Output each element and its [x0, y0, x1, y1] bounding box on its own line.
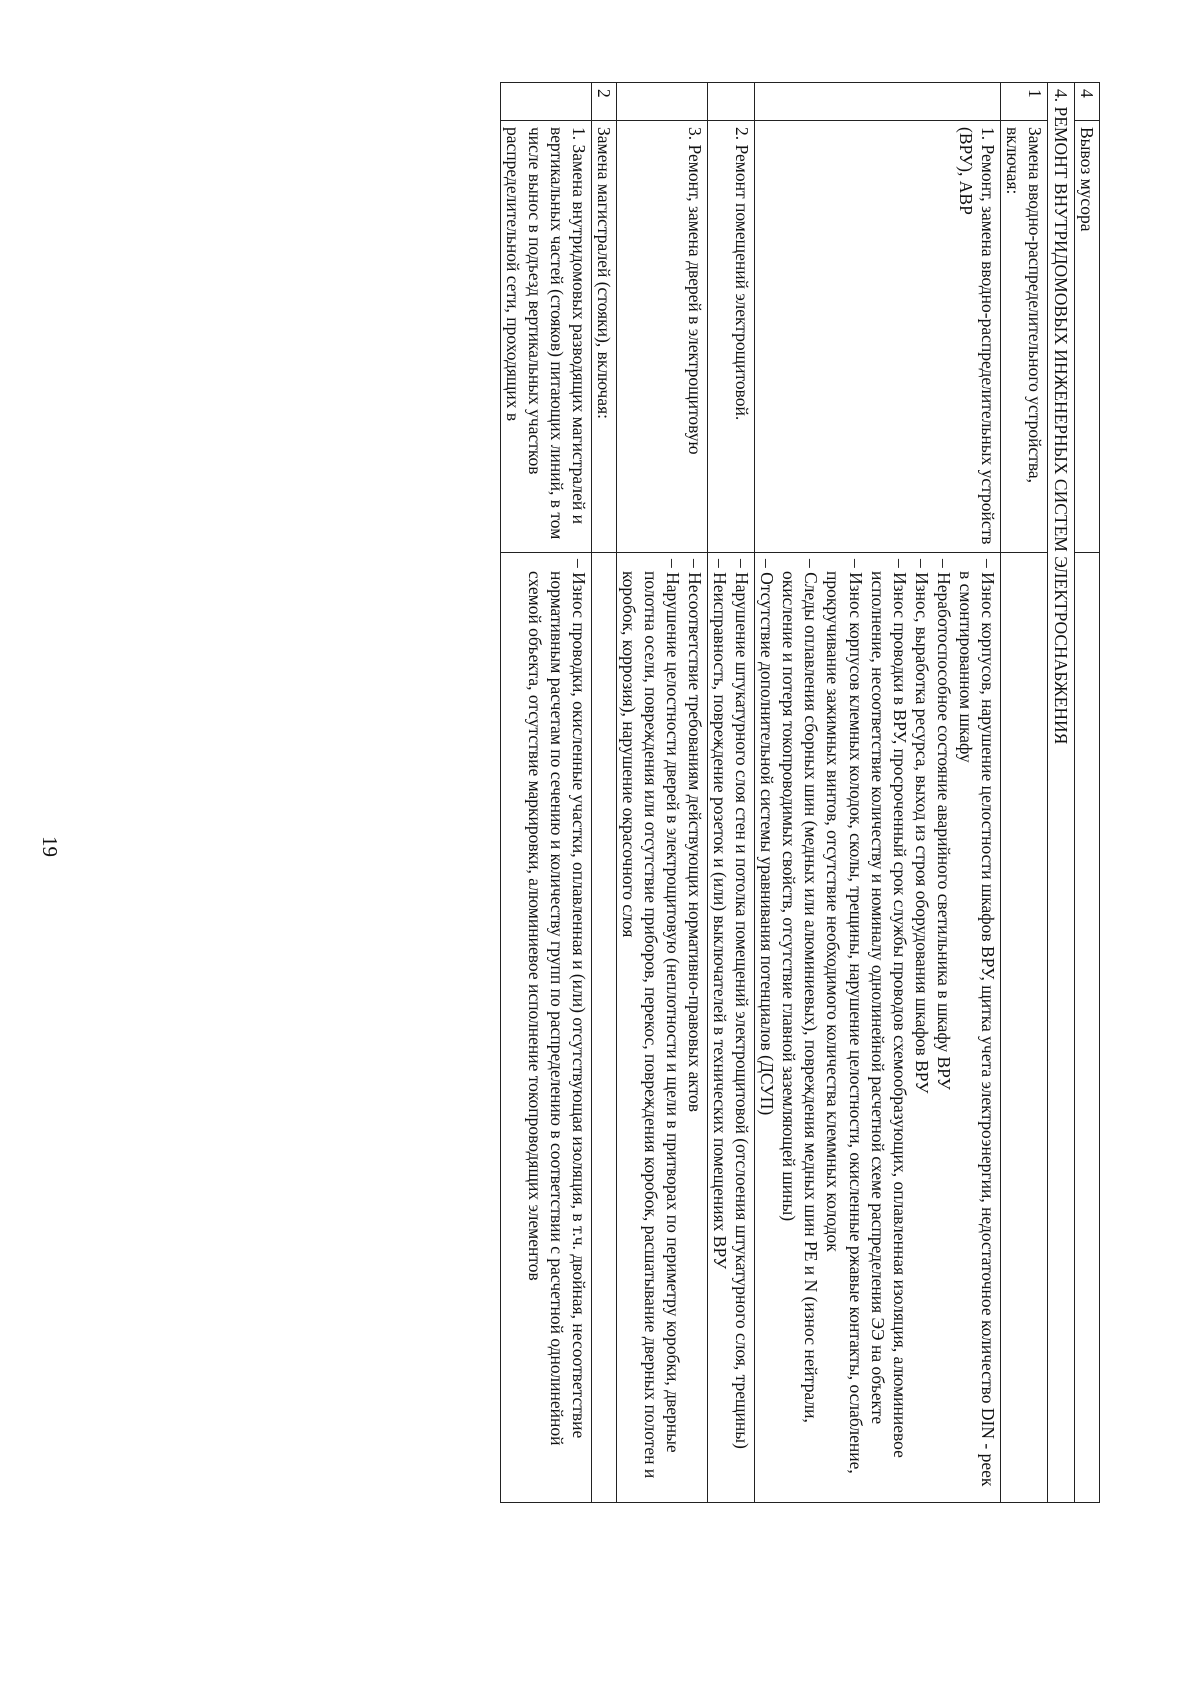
- repair-works-table: [500, 82, 1100, 1503]
- defect-item: – Износ корпусов клемных колодок, сколы, трещины, нарушение целостности, окисленные ржавые контакты, ослабление, прокручивание зажимных винтов, отсутствие необходимого количества клеммных колодок: [822, 559, 866, 1496]
- row-number: [500, 83, 591, 121]
- defect-item: – Неисправность, повреждение розеток и (или) выключателей в технических помещениях ВРУ: [709, 559, 731, 1496]
- table-row: [1074, 83, 1099, 1503]
- row-number: [708, 83, 755, 121]
- defects-cell: [617, 553, 708, 1503]
- defect-item: – Неработоспособное состояние аварийного светильника в шкафу ВРУ: [933, 559, 955, 1496]
- table-row: [708, 83, 755, 1503]
- defect-item: – Износ проводки в ВРУ, просроченный срок службы проводов схемообразующих, оплавленная изоляция, алюминиевое исполнение, несоответствие количеству и номиналу однолинейной расчетной схеме распределения ЭЭ на объекте: [867, 559, 911, 1496]
- defects-cell: [755, 553, 1001, 1503]
- page-number: 19: [38, 836, 62, 857]
- defects-cell: [500, 553, 591, 1503]
- table-row: [591, 83, 616, 1503]
- table-row: [617, 83, 708, 1503]
- work-name: 2. Ремонт помещений электрощитовой.: [708, 121, 755, 553]
- defects-cell: [1074, 553, 1099, 1503]
- work-name: 1. Ремонт, замена вводно-распределительных устройств (ВРУ), АВР: [755, 121, 1001, 553]
- defect-item: – Износ корпусов, нарушение целостности шкафов ВРУ, щитка учета электроэнергии, недостаточное количество DIN - реек в смонтированном шкафу: [955, 559, 999, 1496]
- row-number: 1: [1000, 83, 1047, 121]
- defects-cell: [708, 553, 755, 1503]
- work-name: Замена вводно-распределительного устройства, включая:: [1000, 121, 1047, 553]
- row-number: 2: [591, 83, 616, 121]
- work-name: Замена магистралей (стояки), включая:: [591, 121, 616, 553]
- table-row: [500, 83, 591, 1503]
- work-name: 3. Ремонт, замена дверей в электрощитовую: [617, 121, 708, 553]
- defects-cell: [1000, 553, 1047, 1503]
- table-row: [755, 83, 1001, 1503]
- table-row: [1000, 83, 1047, 1503]
- work-name: Вывоз мусора: [1074, 121, 1099, 553]
- defect-item: – Износ, выработка ресурса, выход из строя оборудования шкафов ВРУ: [911, 559, 933, 1496]
- defects-cell: [591, 553, 616, 1503]
- defect-item: – Износ проводки, окисленные участки, оплавленная и (или) отсутствующая изоляция, в т.ч. двойная, несоответствие нормативным расчетам по сечению и количеству групп по распределению в соответствии с расчетной однолинейной схемой объекта, отсутствие маркировки, алюминиевое исполнение токопроводящих элементов: [524, 559, 590, 1496]
- defect-item: – Отсутствие дополнительной системы уравнивания потенциалов (ДСУП): [756, 559, 778, 1496]
- defect-item: – Следы оплавления сборных шин (медных или алюминиевых), повреждения медных шин PE и N (износ нейтрали, окисление и потеря токопроводимых свойств, отсутствие главной заземляющей шины): [778, 559, 822, 1496]
- section-title: 4. РЕМОНТ ВНУТРИДОМОВЫХ ИНЖЕНЕРНЫХ СИСТЕМ ЭЛЕКТРОСНАБЖЕНИЯ: [1047, 83, 1074, 1503]
- defect-item: – Нарушение целостности дверей в электрощитовую (неплотности и щели в притворах по периметру коробки, дверные полотна осели, повреждения или отсутствие приборов, перекос, повреждения коробок, расшатывание дверных полотен и коробок, коррозия), нарушение окрасочного слоя: [618, 559, 684, 1496]
- defect-item: – Нарушение штукатурного слоя стен и потолка помещений электрощитовой (отслоения штукатурного слоя, трещины): [731, 559, 753, 1496]
- row-number: [755, 83, 1001, 121]
- defect-item: – Несоответствие требованиям действующих нормативно-правовых актов: [684, 559, 706, 1496]
- section-header-row: [1047, 83, 1074, 1503]
- row-number: 4: [1074, 83, 1099, 121]
- work-name: 1. Замена внутридомовых разводящих магистралей и вертикальных частей (стояков) питающих линий, в том числе вынос в подъезд вертикальных участков распределительной сети, проходящих в: [500, 121, 591, 553]
- row-number: [617, 83, 708, 121]
- rotated-table-wrapper: [180, 82, 1100, 1502]
